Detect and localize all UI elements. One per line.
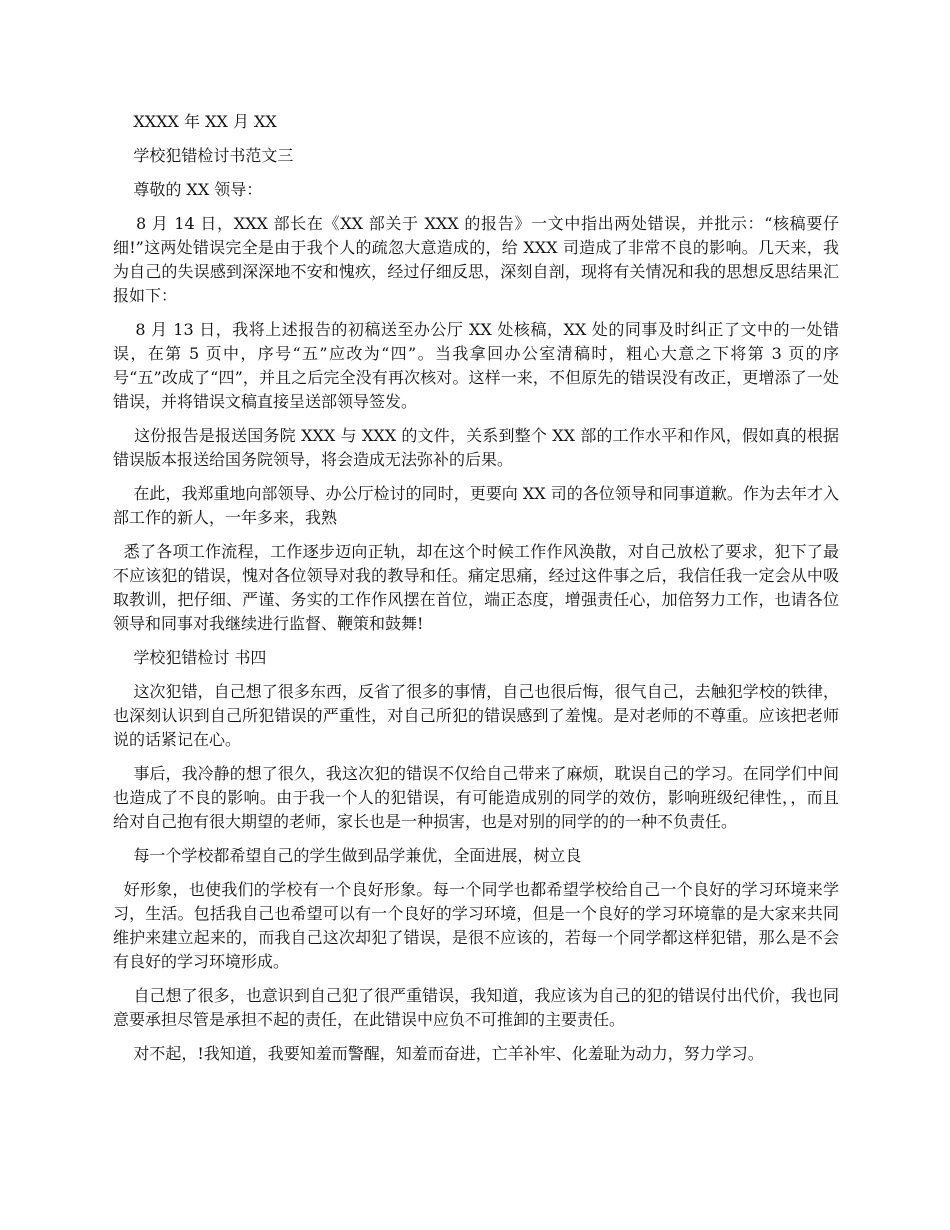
body-paragraph: 这份报告是报送国务院 XXX 与 XXX 的文件，关系到整个 XX 部的工作水平和作风，假如真的根据错误版本报送给国务院领导，将会造成无法弥补的后果。 (113, 426, 839, 469)
body-paragraph: 8 月 13 日，我将上述报告的初稿送至办公厅 XX 处核稿，XX 处的同事及时纠正了文中的一处错误，在第 5 页中，序号“五”应改为“四”。当我拿回办公室清稿时，粗心大意之下将第 3 页的序号“五”改成了“四”，并且之后完全没有再次核对。这样一来，不但原先的错误没有改正，更增添了一处错误，并将错误文稿直接呈送部领导签发。 (113, 320, 840, 411)
body-paragraph: 8 月 14 日，XXX 部长在《XX 部关于 XXX 的报告》一文中指出两处错误，并批示：“核稿要仔细!”这两处错误完全是由于我个人的疏忽大意造成的，给 XXX 司造成了非常不良的影响。几天来，我为自己的失误感到深深地不安和愧疚，经过仔细反思，深刻自剖，现将有关情况和我的思想反思结果汇报如下： (113, 214, 839, 305)
body-paragraph: 悉了各项工作流程，工作逐步迈向正轨，却在这个时候工作作风涣散，对自己放松了要求，犯下了最不应该犯的错误，愧对各位领导对我的教导和任。痛定思痛，经过这件事之后，我信任我一定会从中吸取教训，把仔细、严谨、务实的工作作风摆在首位，端正态度，增强责任心，加倍努力工作，也请各位领导和同事对我继续进行监督、鞭策和鼓舞! (113, 542, 839, 633)
section-title-4: 学校犯错检讨 书四 (113, 648, 267, 667)
body-paragraph: 自己想了很多，也意识到自己犯了很严重错误，我知道，我应该为自己的犯的错误付出代价，我也同意要承担尽管是承担不起的责任，在此错误中应负不可推卸的主要责任。 (113, 986, 839, 1029)
body-paragraph: 对不起，!我知道，我要知羞而警醒，知羞而奋进，亡羊补牢、化羞耻为动力，努力学习。 (113, 1044, 764, 1063)
document-page (113, 110, 839, 1076)
section-title-3: 学校犯错检讨书范文三 (113, 146, 294, 165)
body-paragraph: 事后，我冷静的想了很久，我这次犯的错误不仅给自己带来了麻烦，耽误自己的学习。在同学们中间也造成了不良的影响。由于我一个人的犯错误，有可能造成别的同学的效仿，影响班级纪律性，，而且给对自己抱有很大期望的老师，家长也是一种损害，也是对别的同学的的一种不负责任。 (113, 764, 839, 831)
body-paragraph: 好形象，也使我们的学校有一个良好形象。每一个同学也都希望学校给自己一个良好的学习环境来学习，生活。包括我自己也希望可以有一个良好的学习环境，但是一个良好的学习环境靠的是大家来共同维护来建立起来的，而我自己这次却犯了错误，是很不应该的，若每一个同学都这样犯错，那么是不会有良好的学习环境形成。 (113, 880, 839, 971)
body-paragraph: 在此，我郑重地向部领导、办公厅检讨的同时，更要向 XX 司的各位领导和同事道歉。作为去年才入部工作的新人，一年多来，我熟 (113, 484, 839, 527)
body-paragraph: 每一个学校都希望自己的学生做到品学兼优，全面进展，树立良 (113, 846, 582, 865)
date-line: XXXX 年 XX 月 XX (113, 112, 277, 131)
salutation: 尊敬的 XX 领导： (113, 180, 263, 199)
body-paragraph: 这次犯错，自己想了很多东西，反省了很多的事情，自己也很后悔，很气自己，去触犯学校的铁律，也深刻认识到自己所犯错误的严重性，对自己所犯的错误感到了羞愧。是对老师的不尊重。应该把老师说的话紧记在心。 (113, 682, 839, 749)
